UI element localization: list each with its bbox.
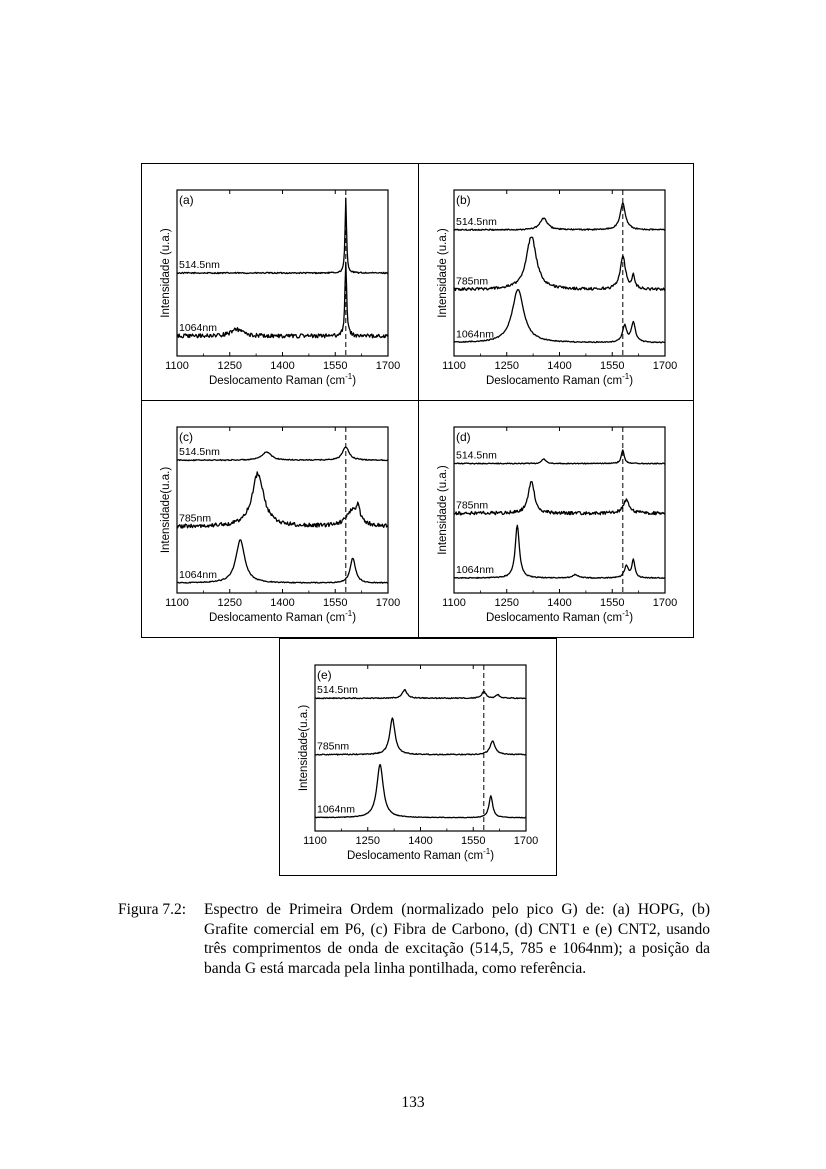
- x-tick-label: 1100: [442, 597, 466, 609]
- x-tick-label: 1400: [408, 835, 433, 847]
- panel-letter: (d): [456, 430, 471, 444]
- y-axis-label: Intensidade (u.a.): [437, 228, 449, 318]
- x-tick-label: 1250: [217, 360, 242, 372]
- spectrum-label: 514.5nm: [456, 449, 497, 462]
- x-axis-label: Deslocamento Raman $(cm^{-1})$: [208, 609, 357, 624]
- x-tick-label: 1700: [652, 597, 678, 609]
- x-tick-label: 1550: [323, 597, 348, 609]
- x-axis-label: Deslocamento Raman $(cm^{-1})$: [485, 372, 634, 387]
- x-tick-label: 1550: [600, 597, 625, 609]
- panel-e-chart: [280, 639, 556, 875]
- x-axis-label: Deslocamento Raman $(cm^{-1})$: [208, 372, 357, 387]
- x-tick-label: 1700: [652, 360, 678, 372]
- spectrum-label: 514.5nm: [179, 446, 220, 459]
- spectrum-label: 514.5nm: [456, 215, 497, 228]
- x-tick-label: 1400: [547, 360, 572, 372]
- x-tick-label: 1700: [375, 360, 401, 372]
- panel-a-frame: [141, 163, 419, 401]
- y-axis-label: Intensidade (u.a.): [160, 228, 172, 318]
- spectrum-label: 785nm: [456, 499, 489, 512]
- x-tick-label: 1100: [165, 360, 189, 372]
- x-tick-label: 1250: [355, 835, 380, 847]
- x-tick-label: 1100: [303, 835, 327, 847]
- spectrum-label: 1064nm: [317, 803, 355, 816]
- spectrum-label: 514.5nm: [179, 259, 220, 271]
- x-tick-label: 1400: [547, 597, 572, 609]
- x-tick-label: 1700: [513, 835, 539, 847]
- caption-text: Espectro de Primeira Ordem (normalizado pelo pico G) de: (a) HOPG, (b) Grafite comercial em P6, (c) Fibra de Carbono, (d) CNT1 e (e) CNT2, usando três comprimentos de onda de excitação (514,5, 785 e 1064nm); a posição da banda G está marcada pela linha pontilhada, como referência.: [204, 901, 710, 977]
- panel-e-frame: [279, 638, 557, 876]
- panel-d-chart: [419, 401, 693, 637]
- panel-letter: (e): [317, 668, 332, 682]
- x-tick-label: 1100: [165, 597, 189, 609]
- panel-d-frame: [418, 400, 694, 638]
- panel-a-chart: [142, 164, 418, 400]
- x-axis-label: Deslocamento Raman $(cm^{-1})$: [346, 847, 495, 862]
- panel-letter: (b): [456, 193, 471, 207]
- spectrum-label: 1064nm: [456, 328, 494, 341]
- x-tick-label: 1100: [442, 360, 466, 372]
- spectrum-label: 785nm: [179, 512, 212, 525]
- spectrum-label: 514.5nm: [317, 684, 358, 697]
- spectrum-label: 785nm: [317, 740, 350, 753]
- caption-label: Figura 7.2:: [118, 901, 187, 918]
- x-tick-label: 1700: [375, 597, 401, 609]
- y-axis-label: Intensidade (u.a.): [437, 465, 449, 555]
- x-axis-label: Deslocamento Raman $(cm^{-1})$: [485, 609, 634, 624]
- spectrum-label: 1064nm: [456, 564, 494, 577]
- y-axis-label: Intensidade(u.a.): [160, 466, 172, 554]
- x-tick-label: 1550: [461, 835, 486, 847]
- panel-b-frame: [418, 163, 694, 401]
- spectrum-label: 1064nm: [179, 569, 217, 582]
- panel-c-frame: [141, 400, 419, 638]
- panel-c-chart: [142, 401, 418, 637]
- x-tick-label: 1400: [270, 597, 295, 609]
- x-tick-label: 1250: [494, 360, 519, 372]
- x-tick-label: 1550: [323, 360, 348, 372]
- panel-letter: (a): [179, 193, 194, 207]
- page-number: 133: [401, 1094, 425, 1111]
- panel-letter: (c): [179, 430, 193, 444]
- panel-b-chart: [419, 164, 693, 400]
- x-tick-label: 1550: [600, 360, 625, 372]
- x-tick-label: 1400: [270, 360, 295, 372]
- x-tick-label: 1250: [494, 597, 519, 609]
- y-axis-label: Intensidade(u.a.): [298, 704, 310, 792]
- x-tick-label: 1250: [217, 597, 242, 609]
- spectrum-label: 1064nm: [179, 322, 217, 335]
- spectrum-label: 785nm: [456, 275, 489, 288]
